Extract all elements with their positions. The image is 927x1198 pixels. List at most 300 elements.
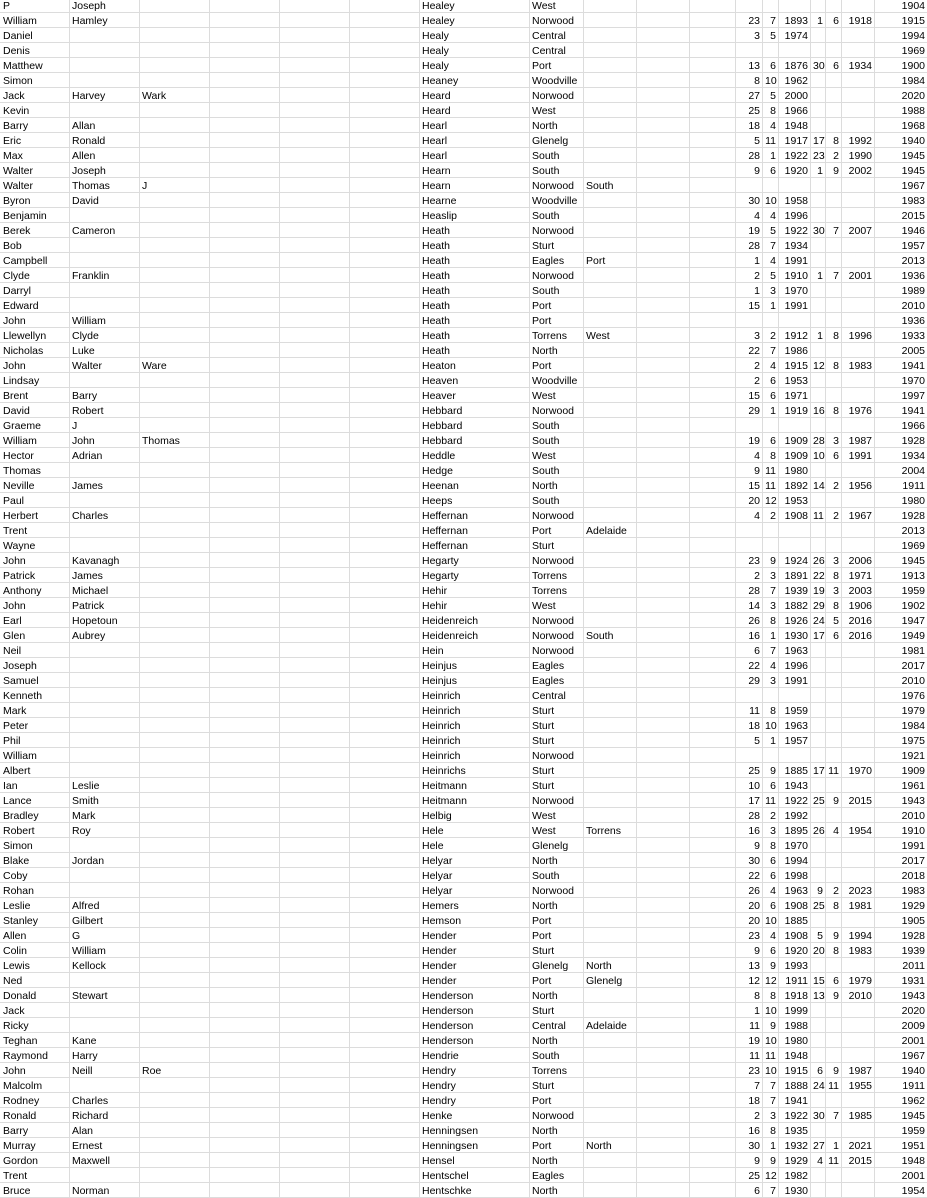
cell-second-club[interactable] [584,403,637,418]
cell-death-year[interactable] [842,298,875,313]
cell-surname[interactable]: Hearl [420,148,530,163]
cell-death-day[interactable]: 24 [813,1080,825,1092]
cell-surname[interactable]: Hebbard [420,403,530,418]
cell-birth-month[interactable]: 6 [763,778,779,793]
cell-birth-month[interactable]: 3 [763,568,779,583]
cell[interactable] [350,628,420,643]
cell[interactable] [637,613,690,628]
cell-club[interactable]: South [530,283,584,298]
cell[interactable] [280,718,350,733]
cell-second-club[interactable] [584,268,637,283]
cell-club[interactable]: South [530,868,584,883]
cell-empty[interactable] [210,928,280,943]
cell-surname[interactable]: Hein [420,643,530,658]
cell-birth-year[interactable]: 1930 [779,628,811,643]
cell-death-month[interactable] [826,1093,842,1108]
cell-second-club[interactable]: South [584,178,637,193]
cell-death-month[interactable] [826,193,842,208]
cell-middle-name[interactable] [70,253,140,268]
cell-surname[interactable]: Hemson [420,913,530,928]
cell-second-club[interactable] [584,643,637,658]
cell-death-day[interactable] [811,298,826,313]
cell-birth-month[interactable] [763,538,779,553]
cell[interactable] [350,73,420,88]
cell[interactable] [350,808,420,823]
cell-middle-name[interactable] [70,493,140,508]
cell-middle-name[interactable]: Hamley [70,13,140,28]
cell-surname[interactable]: Hele [420,838,530,853]
cell-death-day[interactable]: 20 [813,945,825,957]
cell[interactable] [280,598,350,613]
cell-third-name[interactable] [140,208,210,223]
cell[interactable] [350,898,420,913]
cell-empty[interactable] [210,703,280,718]
cell-death-month[interactable]: 9 [826,1063,842,1078]
cell[interactable] [350,943,420,958]
cell-death-month[interactable] [826,88,842,103]
cell-empty[interactable] [210,433,280,448]
cell-death-month[interactable] [826,73,842,88]
cell-death-day[interactable] [811,688,826,703]
cell-death-day[interactable] [811,1048,826,1063]
cell-death-day[interactable]: 19 [813,585,825,597]
cell[interactable] [350,58,420,73]
cell[interactable] [280,0,350,13]
cell-birth-day[interactable]: 6 [736,643,763,658]
cell-empty[interactable] [210,1153,280,1168]
cell-death-year[interactable]: 1956 [842,478,875,493]
cell[interactable] [280,433,350,448]
cell-middle-name[interactable]: Gilbert [70,913,140,928]
cell[interactable] [350,463,420,478]
cell-empty[interactable] [210,388,280,403]
cell-middle-name[interactable] [70,763,140,778]
cell-birth-month[interactable] [763,178,779,193]
cell[interactable] [350,103,420,118]
cell-first-name[interactable]: Jack [0,88,70,103]
cell-birth-month[interactable]: 6 [763,388,779,403]
cell[interactable] [690,763,736,778]
cell[interactable] [637,373,690,388]
cell-second-club[interactable] [584,733,637,748]
cell-middle-name[interactable]: Hopetoun [70,613,140,628]
cell-birth-month[interactable]: 4 [763,928,779,943]
cell-middle-name[interactable] [70,28,140,43]
cell-death-month[interactable]: 8 [826,328,842,343]
cell-birth-month[interactable]: 7 [763,1093,779,1108]
cell[interactable] [350,1123,420,1138]
cell-death-month[interactable]: 5 [826,613,842,628]
cell[interactable] [637,133,690,148]
cell-birth-month[interactable]: 6 [763,163,779,178]
cell-third-name[interactable] [140,478,210,493]
cell[interactable] [637,118,690,133]
cell-death-month[interactable] [826,373,842,388]
cell[interactable] [350,178,420,193]
cell-surname[interactable]: Heinrich [420,718,530,733]
cell-third-name[interactable] [140,58,210,73]
cell[interactable] [690,1138,736,1153]
cell-debut-year[interactable]: 1959 [875,583,927,598]
cell-third-name[interactable] [140,448,210,463]
cell-second-club[interactable] [584,493,637,508]
cell-birth-year[interactable]: 1908 [779,898,811,913]
cell[interactable] [280,763,350,778]
cell[interactable] [350,388,420,403]
cell[interactable] [637,643,690,658]
cell-third-name[interactable] [140,913,210,928]
cell-birth-day[interactable]: 3 [736,28,763,43]
cell-club[interactable]: Central [530,688,584,703]
cell-death-month[interactable]: 2 [826,478,842,493]
cell-birth-year[interactable]: 1957 [779,733,811,748]
cell[interactable] [350,613,420,628]
cell-death-day[interactable]: 26 [813,825,825,837]
cell-middle-name[interactable]: Clyde [70,328,140,343]
cell-surname[interactable]: Heinrich [420,688,530,703]
cell-debut-year[interactable]: 2020 [875,88,927,103]
cell-surname[interactable]: Hentschke [420,1183,530,1198]
cell-second-club[interactable] [584,808,637,823]
cell-empty[interactable] [210,568,280,583]
cell-middle-name[interactable] [70,523,140,538]
cell-death-day[interactable] [811,778,826,793]
cell-middle-name[interactable]: Kellock [70,958,140,973]
cell[interactable] [637,223,690,238]
cell-death-month[interactable] [826,808,842,823]
cell-death-day[interactable] [811,43,826,58]
cell-middle-name[interactable] [70,673,140,688]
cell-third-name[interactable] [140,163,210,178]
cell-surname[interactable]: Hedge [420,463,530,478]
cell[interactable] [280,823,350,838]
cell[interactable] [637,463,690,478]
cell-third-name[interactable] [140,1033,210,1048]
cell-surname[interactable]: Heitmann [420,778,530,793]
cell-birth-month[interactable]: 2 [763,328,779,343]
cell-second-club[interactable] [584,913,637,928]
cell[interactable] [280,373,350,388]
cell-death-day[interactable]: 17 [813,135,825,147]
cell-debut-year[interactable]: 1989 [875,283,927,298]
cell-third-name[interactable] [140,613,210,628]
cell[interactable] [637,793,690,808]
cell[interactable] [280,568,350,583]
cell-surname[interactable]: Heffernan [420,523,530,538]
cell-birth-month[interactable]: 6 [763,943,779,958]
cell[interactable] [350,793,420,808]
cell-empty[interactable] [210,718,280,733]
cell-middle-name[interactable]: Smith [70,793,140,808]
cell[interactable] [690,283,736,298]
cell[interactable] [637,283,690,298]
cell-birth-month[interactable]: 6 [763,373,779,388]
cell-death-month[interactable] [826,1003,842,1018]
cell-birth-day[interactable] [736,688,763,703]
cell-third-name[interactable] [140,103,210,118]
cell[interactable] [637,838,690,853]
cell[interactable] [350,1138,420,1153]
cell-birth-month[interactable]: 3 [763,598,779,613]
cell[interactable] [637,703,690,718]
cell-second-club[interactable]: North [584,1138,637,1153]
cell-second-club[interactable]: South [584,628,637,643]
cell-death-year[interactable]: 2016 [842,613,875,628]
cell[interactable] [637,238,690,253]
cell-middle-name[interactable]: Roy [70,823,140,838]
cell[interactable] [280,1108,350,1123]
cell-death-day[interactable] [811,1183,826,1198]
cell-second-club[interactable] [584,778,637,793]
cell-surname[interactable]: Hentschel [420,1168,530,1183]
cell-empty[interactable] [210,673,280,688]
cell-death-day[interactable] [811,1093,826,1108]
cell-death-year[interactable] [842,958,875,973]
cell-club[interactable]: North [530,988,584,1003]
cell-death-month[interactable]: 3 [826,433,842,448]
cell-death-year[interactable] [842,28,875,43]
cell-empty[interactable] [210,733,280,748]
cell-first-name[interactable]: Ian [0,778,70,793]
cell-birth-month[interactable]: 6 [763,898,779,913]
cell-second-club[interactable] [584,658,637,673]
cell[interactable] [637,358,690,373]
cell-birth-year[interactable]: 1895 [779,823,811,838]
cell-middle-name[interactable]: Luke [70,343,140,358]
cell-debut-year[interactable]: 1962 [875,1093,927,1108]
cell-surname[interactable]: Healey [420,13,530,28]
cell-birth-month[interactable]: 8 [763,448,779,463]
cell-club[interactable]: Torrens [530,568,584,583]
cell[interactable] [280,688,350,703]
cell-third-name[interactable] [140,568,210,583]
cell[interactable] [350,703,420,718]
cell-death-year[interactable] [842,73,875,88]
cell-birth-day[interactable] [736,0,763,13]
cell-birth-day[interactable]: 27 [736,88,763,103]
cell-birth-day[interactable]: 10 [736,778,763,793]
cell[interactable] [350,238,420,253]
cell[interactable] [690,1108,736,1123]
cell[interactable] [690,433,736,448]
cell[interactable] [350,883,420,898]
cell-second-club[interactable] [584,883,637,898]
cell-birth-day[interactable]: 11 [736,703,763,718]
cell-death-day[interactable]: 15 [813,975,825,987]
cell[interactable] [350,538,420,553]
cell-debut-year[interactable]: 1969 [875,538,927,553]
cell-third-name[interactable]: Roe [140,1063,210,1078]
cell-first-name[interactable]: Barry [0,1123,70,1138]
cell-death-month[interactable]: 8 [826,943,842,958]
cell-empty[interactable] [210,898,280,913]
cell-second-club[interactable] [584,1063,637,1078]
cell[interactable] [690,463,736,478]
cell-debut-year[interactable]: 2018 [875,868,927,883]
cell[interactable] [637,1168,690,1183]
cell-middle-name[interactable]: Alan [70,1123,140,1138]
cell-club[interactable]: South [530,1048,584,1063]
cell-death-day[interactable] [811,118,826,133]
cell-debut-year[interactable]: 1957 [875,238,927,253]
cell-death-year[interactable] [842,538,875,553]
cell-first-name[interactable]: Darryl [0,283,70,298]
cell[interactable] [350,553,420,568]
cell-third-name[interactable] [140,1018,210,1033]
cell[interactable] [690,958,736,973]
cell[interactable] [350,1168,420,1183]
cell[interactable] [690,28,736,43]
cell-middle-name[interactable]: Patrick [70,598,140,613]
cell[interactable] [280,478,350,493]
cell-first-name[interactable]: Blake [0,853,70,868]
cell-debut-year[interactable]: 1981 [875,643,927,658]
cell-club[interactable]: North [530,478,584,493]
cell-birth-day[interactable]: 4 [736,508,763,523]
cell-debut-year[interactable]: 1902 [875,598,927,613]
cell-birth-year[interactable]: 1999 [779,1003,811,1018]
cell-birth-month[interactable] [763,523,779,538]
cell-birth-month[interactable]: 10 [763,1033,779,1048]
cell-death-year[interactable]: 1918 [842,13,875,28]
cell-birth-day[interactable]: 1 [736,283,763,298]
cell-first-name[interactable]: Rohan [0,883,70,898]
cell[interactable] [637,658,690,673]
cell-birth-day[interactable]: 25 [736,103,763,118]
cell-club[interactable]: Glenelg [530,838,584,853]
cell-club[interactable]: Torrens [530,583,584,598]
cell-first-name[interactable]: Anthony [0,583,70,598]
cell-middle-name[interactable]: Harry [70,1048,140,1063]
cell[interactable] [690,943,736,958]
cell[interactable] [637,823,690,838]
cell-club[interactable]: Norwood [530,748,584,763]
cell[interactable] [690,193,736,208]
cell-death-month[interactable]: 8 [826,403,842,418]
cell-second-club[interactable] [584,583,637,598]
cell-birth-day[interactable]: 9 [736,838,763,853]
cell-third-name[interactable] [140,643,210,658]
cell[interactable] [280,988,350,1003]
cell-death-day[interactable]: 30 [813,225,825,237]
cell-surname[interactable]: Heard [420,103,530,118]
cell[interactable] [690,523,736,538]
cell[interactable] [350,853,420,868]
cell-death-year[interactable] [842,703,875,718]
cell-death-year[interactable]: 2002 [842,163,875,178]
cell[interactable] [350,868,420,883]
cell-birth-year[interactable]: 1910 [779,268,811,283]
cell-death-day[interactable]: 1 [811,13,826,28]
cell[interactable] [690,643,736,658]
cell-middle-name[interactable]: James [70,478,140,493]
cell-first-name[interactable]: Llewellyn [0,328,70,343]
cell-second-club[interactable]: North [584,958,637,973]
cell[interactable] [690,418,736,433]
cell-first-name[interactable]: Max [0,148,70,163]
cell-birth-day[interactable]: 9 [736,943,763,958]
cell[interactable] [637,1078,690,1093]
cell-birth-year[interactable]: 1988 [779,1018,811,1033]
cell-middle-name[interactable] [70,103,140,118]
cell-death-month[interactable] [826,913,842,928]
cell-birth-year[interactable]: 1918 [779,988,811,1003]
cell[interactable] [350,748,420,763]
cell-empty[interactable] [210,238,280,253]
cell-birth-day[interactable]: 5 [736,133,763,148]
cell-second-club[interactable] [584,1048,637,1063]
cell-third-name[interactable] [140,1048,210,1063]
cell-debut-year[interactable]: 1951 [875,1138,927,1153]
cell-debut-year[interactable]: 1904 [875,0,927,13]
cell[interactable] [637,28,690,43]
cell-second-club[interactable] [584,748,637,763]
cell-death-year[interactable] [842,1168,875,1183]
cell-birth-month[interactable]: 5 [763,223,779,238]
cell-empty[interactable] [210,118,280,133]
cell-birth-day[interactable]: 13 [736,958,763,973]
cell-birth-day[interactable]: 11 [736,1018,763,1033]
cell[interactable] [690,883,736,898]
cell-empty[interactable] [210,1093,280,1108]
cell-empty[interactable] [210,973,280,988]
cell-birth-year[interactable]: 1963 [779,883,811,898]
cell-surname[interactable]: Hegarty [420,568,530,583]
cell-third-name[interactable] [140,388,210,403]
cell[interactable] [280,193,350,208]
cell-birth-month[interactable]: 8 [763,103,779,118]
cell-empty[interactable] [210,943,280,958]
cell-death-month[interactable] [826,388,842,403]
cell-surname[interactable]: Heath [420,283,530,298]
cell-death-month[interactable]: 7 [826,223,842,238]
cell-club[interactable]: North [530,1123,584,1138]
cell-empty[interactable] [210,253,280,268]
cell-middle-name[interactable] [70,538,140,553]
cell-club[interactable]: South [530,163,584,178]
cell[interactable] [280,103,350,118]
cell-second-club[interactable] [584,943,637,958]
cell[interactable] [280,658,350,673]
cell-surname[interactable]: Hehir [420,598,530,613]
cell[interactable] [690,103,736,118]
cell[interactable] [690,493,736,508]
cell-club[interactable]: Glenelg [530,958,584,973]
cell-birth-month[interactable]: 10 [763,1063,779,1078]
cell-club[interactable]: Port [530,58,584,73]
cell-empty[interactable] [210,418,280,433]
cell-death-day[interactable] [811,343,826,358]
cell-birth-year[interactable]: 1991 [779,673,811,688]
cell-empty[interactable] [210,1078,280,1093]
cell-surname[interactable]: Heaton [420,358,530,373]
cell-birth-month[interactable]: 4 [763,253,779,268]
cell-empty[interactable] [210,148,280,163]
cell-third-name[interactable] [140,868,210,883]
cell-first-name[interactable]: Herbert [0,508,70,523]
cell-debut-year[interactable]: 1980 [875,493,927,508]
cell-birth-month[interactable]: 4 [763,658,779,673]
cell-first-name[interactable]: Paul [0,493,70,508]
cell-death-year[interactable]: 1983 [842,358,875,373]
cell-first-name[interactable]: Byron [0,193,70,208]
cell-club[interactable]: Port [530,313,584,328]
cell-death-day[interactable]: 13 [813,990,825,1002]
cell-death-month[interactable] [826,298,842,313]
cell-death-month[interactable] [826,253,842,268]
cell-death-day[interactable] [811,88,826,103]
cell-second-club[interactable] [584,448,637,463]
